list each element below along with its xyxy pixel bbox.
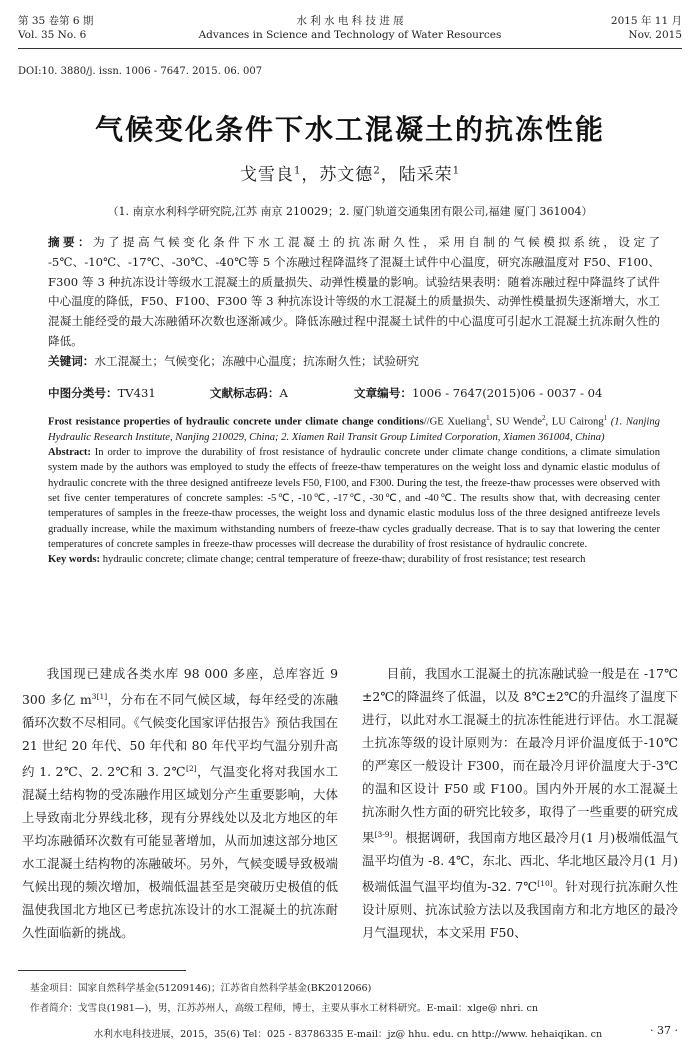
abstract-cn-block <box>48 233 660 372</box>
funding-footnote: 基金项目：国家自然科学基金(51209146)；江苏省自然科学基金(BK2012066) <box>30 983 372 994</box>
author-name: 戈雪良 <box>239 165 294 185</box>
author-mark: 2 <box>373 165 381 177</box>
paper-title: 气候变化条件下水工混凝土的抗冻性能 <box>94 113 605 146</box>
clc-label: 中图分类号： <box>48 386 118 400</box>
journal-name-en: Advances in Science and Technology of Water Resources <box>198 29 502 41</box>
classification-row <box>48 384 660 403</box>
footnote-rule <box>18 970 186 971</box>
abstract-cn-text: 为了提高气候变化条件下水工混凝土的抗冻耐久性，采用自制的气候模拟系统，设定了 -5℃、-10℃、-17℃、-30℃、-40℃等 5 个冻融过程降温终了混凝土试件中心温度，研究冻融温度对 F50、F100、F300 等 3 种抗冻设计等级水工混凝土的质量损失、动弹性模量的影响。试验结果表明：随着冻融过程中降温终了试件中心温度的降低，F50、F100、F300 等 3 种抗冻设计等级的水工混凝土的质量损失、动弹性模量损失逐渐增大，水工混凝土能经受的最大冻融循环次数也逐渐减少。降低冻融过程中混凝土试件的中心温度可引起水工混凝土抗冻耐久性的降低。 <box>48 235 660 348</box>
english-abstract-label: Abstract: <box>48 447 91 459</box>
english-keywords-label: Key words: <box>48 554 101 566</box>
running-header-right <box>512 14 682 42</box>
running-header-left <box>18 14 188 42</box>
english-affiliation: (1. Nanjing Hydraulic Research Institute, Nanjing 210029, China; 2. Xiamen Rail Transit Group Limited Corporation, Xiamen 361004, China) <box>48 416 660 443</box>
clc-value: TV431 <box>117 386 156 400</box>
issue-date-en: Nov. 2015 <box>628 29 682 41</box>
english-abstract <box>48 445 660 552</box>
doi: DOI:10. 3880/j. issn. 1006 - 7647. 2015. 06. 007 <box>18 66 263 77</box>
article-number-value: 1006 - 7647(2015)06 - 0037 - 04 <box>411 386 603 400</box>
running-header-center <box>180 14 520 42</box>
english-keywords <box>48 552 660 567</box>
citation: [10] <box>537 879 553 889</box>
abstract-cn <box>48 233 660 352</box>
citation: 3[1] <box>91 692 108 701</box>
volume-issue-cn: 第 35 卷第 6 期 <box>18 15 94 27</box>
page-number: · 37 · <box>650 1024 678 1037</box>
article-number-label: 文章编号： <box>353 386 412 400</box>
keywords-cn <box>48 352 660 372</box>
affiliation: （1. 南京水利科学研究院,江苏 南京 210029；2. 厦门轨道交通集团有限公司,福建 厦门 361004） <box>107 205 593 218</box>
author-mark: 1 <box>293 165 302 177</box>
english-title-line: Frost resistance properties of hydraulic concrete under climate change conditions//GE Xueliang$^1$, SU Wende$^2$, LU Cairong$^1$ (1. Nanjing Hydraulic Research Institute, Nanjing 210029, China; 2. Xiamen Rail Transit Group Limited Corporation, Xiamen 361004, China) <box>48 414 660 443</box>
keywords-cn-label: 关键词： <box>48 353 95 368</box>
citation: [2] <box>186 764 197 774</box>
issue-date-cn: 2015 年 11 月 <box>610 15 682 27</box>
doc-code-value: A <box>279 386 288 400</box>
abstract-cn-label: 摘要： <box>48 235 94 249</box>
volume-issue-en: Vol. 35 No. 6 <box>18 29 87 41</box>
footer-contact: 水利水电科技进展，2015，35(6) Tel：025 - 83786335 E-mail：jz@ hhu. edu. cn http://www. hehaiqikan. cn <box>93 1029 603 1040</box>
english-title: Frost resistance properties of hydraulic concrete under climate change conditions <box>48 416 424 428</box>
author-name: 陆采荣 <box>398 165 453 185</box>
body-column-right: 目前，我国水工混凝土的抗冻融试验一般是在 -17℃±2℃的降温终了低温，以及 8℃±2℃的升温终了温度下进行，以此对水工混凝土的抗冻性能进行评估。水工混凝土抗冻等级的设计原则为：在最冷月评价温度低于-10℃的严寒区一般设计 F300，而在最冷月评价温度大于-3℃的温和区设计 F50 或 F100。国内外开展的水工混凝土抗冻耐久性方面的研究比较多，取得了一些重要的研究成果[3-9]。根据调研，我国南方地区最冷月(1 月)极端低温气温平均值为 -8. 4℃，东北、西北、华北地区最冷月(1 月)极端低温气温平均值为-32. 7℃[10]。针对现行抗冻耐久性设计原则、抗冻试验方法以及我国南方和北方地区的最冷月气温现状，本文采用 F50、 <box>362 666 679 941</box>
english-abstract-block <box>48 411 660 568</box>
author-name: 苏文德 <box>319 165 374 185</box>
author-bio-footnote: 作者简介：戈雪良(1981—)，男，江苏苏州人，高级工程师，博士，主要从事水工材料研究。E-mail：xlge@ nhri. cn <box>30 1003 539 1014</box>
author-mark: 1 <box>452 165 461 177</box>
citation: [3-9] <box>374 830 393 839</box>
author-list: 戈雪良$^1$，苏文德$^2$，陆采荣$^1$ <box>239 165 461 185</box>
english-keywords-text: hydraulic concrete; climate change; central temperature of freeze-thaw; durability of frost resistance; test research <box>100 554 586 566</box>
journal-name-cn: 水 利 水 电 科 技 进 展 <box>296 15 404 27</box>
english-abstract-text: In order to improve the durability of frost resistance of hydraulic concrete under climate change conditions, a climate simulation system made by the authors was employed to study the effects of freeze-thaw temperatures on the weight loss and dynamic elastic modulus of hydraulic concrete with the three designed antifreeze levels F50, F100, and F300. During the test, the freeze-thaw processes were observed with set five center temperatures of concrete samples: -5℃, -10℃, -17℃, -30℃, and -40℃. The results show that, with decreasing center temperatures of samples in the freeze-thaw processes, the weight loss and dynamic elastic modulus loss of the three designed antifreeze levels gradually increase, while the maximum withstanding numbers of freeze-thaw cycles gradually decrease. That is to say that lowering the center temperatures of concrete samples in freeze-thaw processes will decrease the durability of frost resistance of hydraulic concrete. <box>48 447 660 550</box>
body-column-left: 我国现已建成各类水库 98 000 多座，总库容近 9 300 多亿 $m^{3[1]}$，分布在不同气候区域，每年经受的冻融循环次数不尽相同。《气候变化国家评估报告》预估我国在 21 世纪 20 年代、50 年代和 80 年代平均气温分别升高约 1. 2℃、2. 2℃和 3. 2℃[2]，气温变化将对我国水工混凝土结构物的受冻融作用区域划分产生重要影响，大体上导致南北分界线北移，现有分界线处以及北方地区的年平均冻融循环次数有可能显著增加，从而加速这部分地区水工混凝土结构物的冻融破坏。另外，气候变暖导致极端气候出现的频次增加，极端低温甚至是突破历史极值的低温使我国北方地区已考虑抗冻设计的水工混凝土的抗冻耐久性面临新的挑战。 <box>22 666 339 941</box>
keywords-cn-text: 水工混凝土；气候变化；冻融中心温度；抗冻耐久性；试验研究 <box>94 353 420 368</box>
header-rule <box>18 48 682 49</box>
doc-code-label: 文献标志码： <box>209 386 280 400</box>
